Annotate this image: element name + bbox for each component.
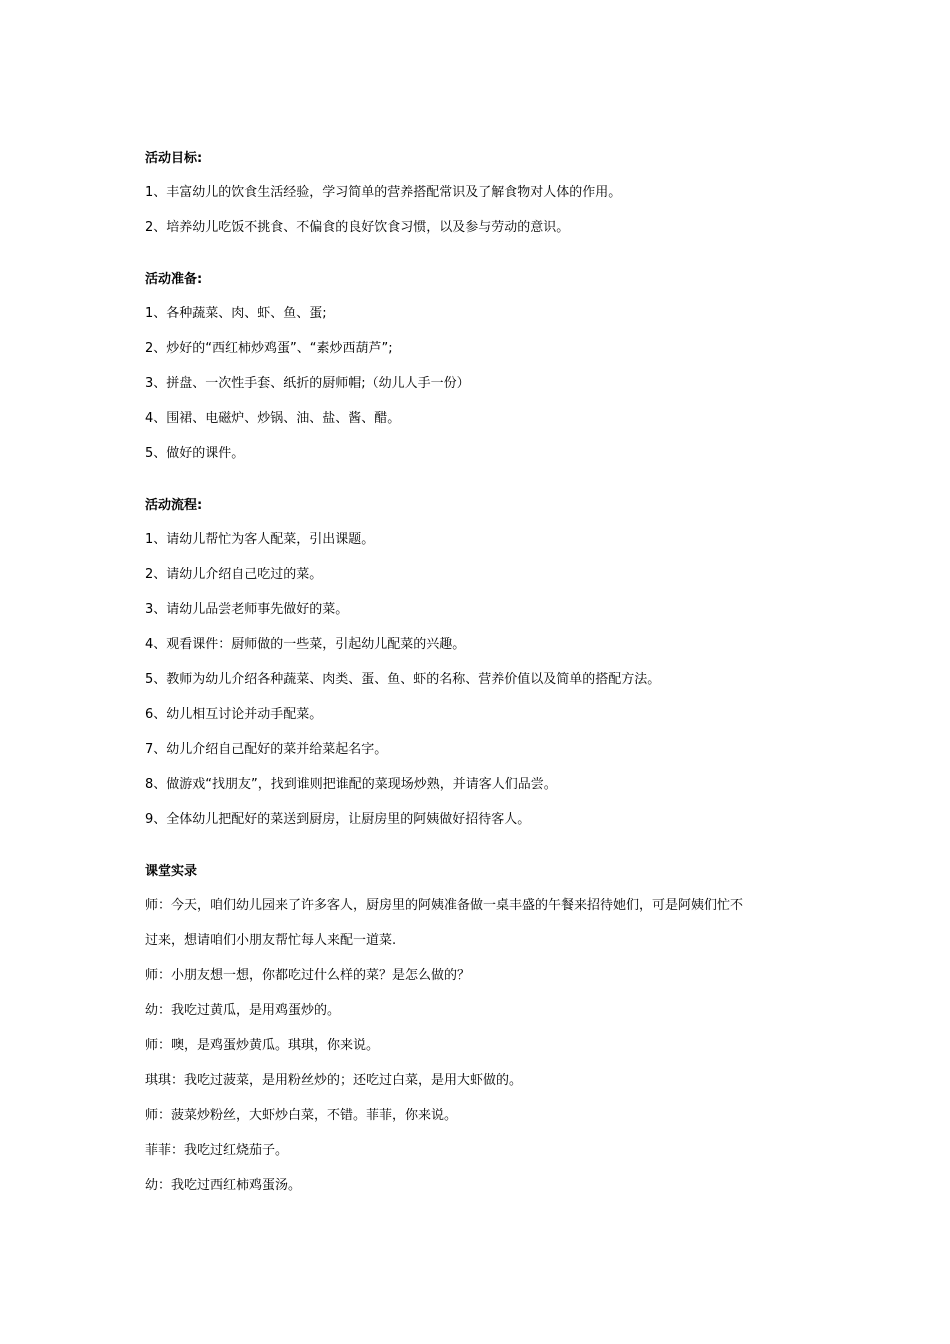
flow-item: 8、做游戏“找朋友”，找到谁则把谁配的菜现场炒熟，并请客人们品尝。 <box>145 777 557 792</box>
dialogue-line: 师：菠菜炒粉丝，大虾炒白菜，不错。菲菲，你来说。 <box>145 1108 458 1123</box>
section-activity-flow <box>145 491 817 837</box>
flow-item: 2、请幼儿介绍自己吃过的菜。 <box>145 567 323 582</box>
dialogue-line: 菲菲：我吃过红烧茄子。 <box>145 1143 289 1158</box>
dialogue-line: 师：小朋友想一想，你都吃过什么样的菜？是怎么做的？ <box>145 968 471 983</box>
section-heading: 活动流程: <box>145 498 203 513</box>
prep-item: 2、炒好的“西红柿炒鸡蛋”、“素炒西葫芦”; <box>145 341 393 356</box>
flow-item: 1、请幼儿帮忙为客人配菜，引出课题。 <box>145 532 375 547</box>
flow-item: 6、幼儿相互讨论并动手配菜。 <box>145 707 323 722</box>
flow-item: 5、教师为幼儿介绍各种蔬菜、肉类、蛋、鱼、虾的名称、营养价值以及简单的搭配方法。 <box>145 672 661 687</box>
dialogue-line: 琪琪：我吃过菠菜，是用粉丝炒的；还吃过白菜，是用大虾做的。 <box>145 1073 523 1088</box>
document-body <box>145 144 817 1203</box>
dialogue-line: 师：今天，咱们幼儿园来了许多客人，厨房里的阿姨准备做一桌丰盛的午餐来招待她们，可是阿姨们忙不 <box>145 898 744 913</box>
goal-item: 1、丰富幼儿的饮食生活经验，学习简单的营养搭配常识及了解食物对人体的作用。 <box>145 185 622 200</box>
section-activity-goals <box>145 144 817 245</box>
section-heading: 活动准备: <box>145 272 203 287</box>
section-activity-preparation <box>145 265 817 471</box>
flow-item: 7、幼儿介绍自己配好的菜并给菜起名字。 <box>145 742 388 757</box>
goal-item: 2、培养幼儿吃饭不挑食、不偏食的良好饮食习惯，以及参与劳动的意识。 <box>145 220 570 235</box>
prep-item: 3、拼盘、一次性手套、纸折的厨师帽;（幼儿人手一份） <box>145 376 470 391</box>
prep-item: 4、围裙、电磁炉、炒锅、油、盐、酱、醋。 <box>145 411 401 426</box>
dialogue-line: 师：噢，是鸡蛋炒黄瓜。琪琪，你来说。 <box>145 1038 380 1053</box>
dialogue-line: 过来，想请咱们小朋友帮忙每人来配一道菜. <box>145 933 397 948</box>
section-heading: 活动目标: <box>145 151 203 166</box>
section-classroom-record <box>145 857 817 1203</box>
dialogue-line: 幼：我吃过西红柿鸡蛋汤。 <box>145 1178 302 1193</box>
flow-item: 4、观看课件：厨师做的一些菜，引起幼儿配菜的兴趣。 <box>145 637 466 652</box>
dialogue-line: 幼：我吃过黄瓜，是用鸡蛋炒的。 <box>145 1003 341 1018</box>
prep-item: 5、做好的课件。 <box>145 446 245 461</box>
flow-item: 3、请幼儿品尝老师事先做好的菜。 <box>145 602 349 617</box>
section-heading: 课堂实录 <box>145 864 198 879</box>
prep-item: 1、各种蔬菜、肉、虾、鱼、蛋; <box>145 306 327 321</box>
flow-item: 9、全体幼儿把配好的菜送到厨房，让厨房里的阿姨做好招待客人。 <box>145 812 531 827</box>
